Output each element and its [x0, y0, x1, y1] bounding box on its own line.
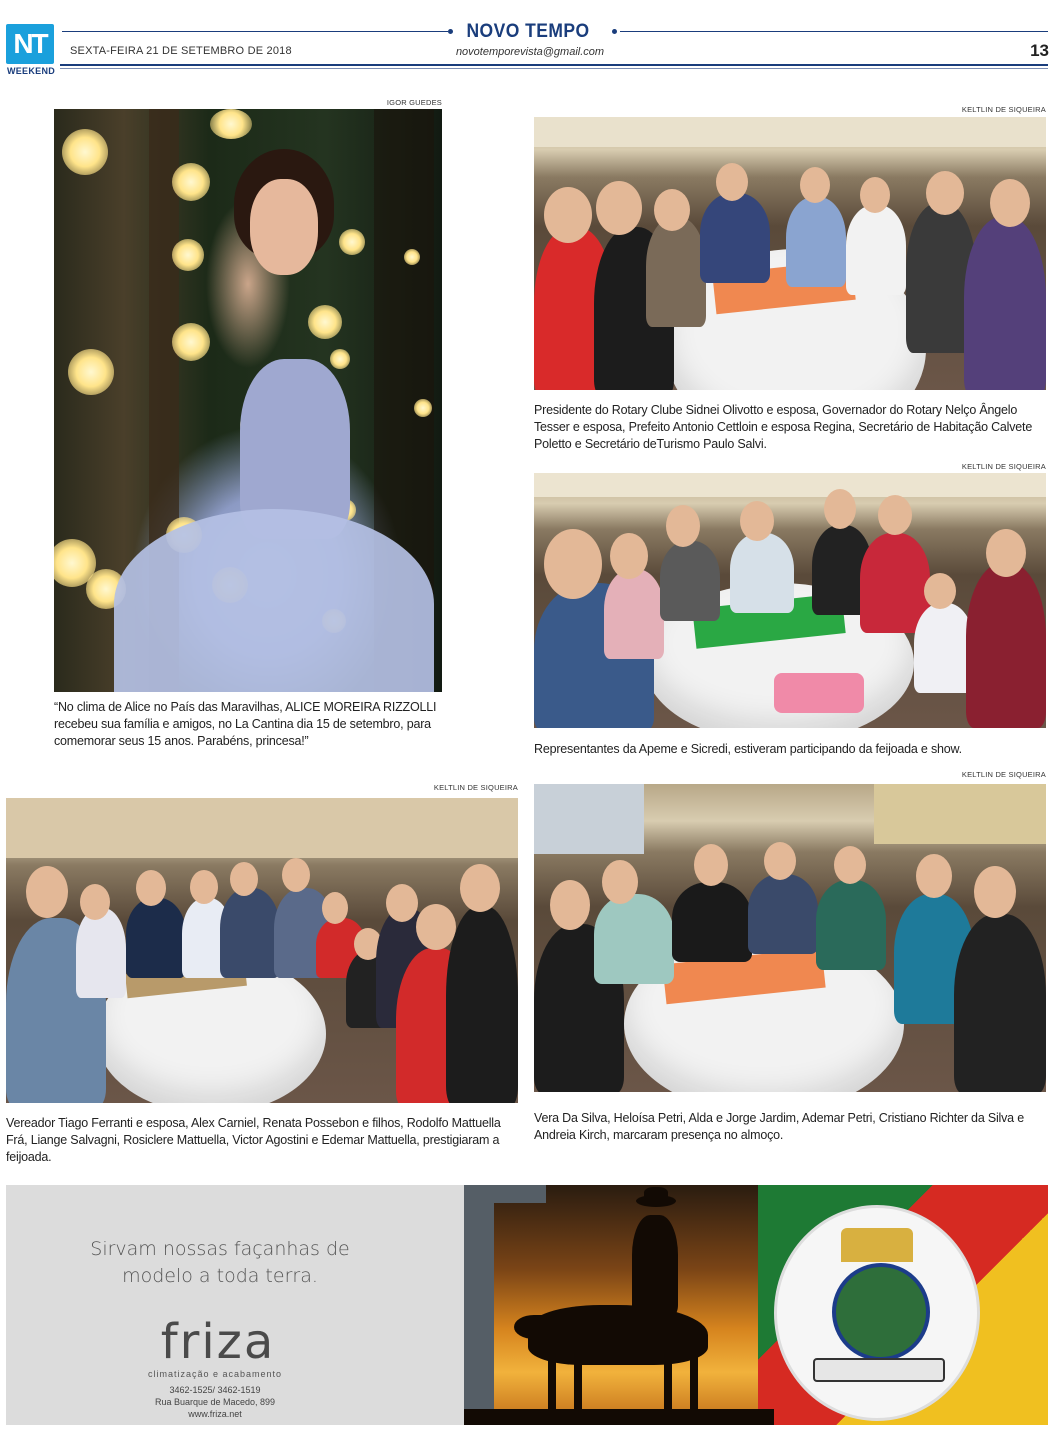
vera-photo [534, 784, 1046, 1092]
apeme-photo [534, 473, 1046, 728]
header-dot-left [448, 29, 453, 34]
header-line-right [620, 31, 1048, 32]
caption-vera: Vera Da Silva, Heloísa Petri, Alda e Jorge Jardim, Ademar Petri, Cristiano Richter da Silva e Andreia Kirch, marcaram presença no almoço. [534, 1111, 1024, 1142]
photo-credit-rotary: KELTLIN DE SIQUEIRA [961, 105, 1046, 114]
ad-slogan-line2: modelo a toda terra. [122, 1265, 318, 1287]
friza-f-mark-top [464, 1185, 546, 1203]
header-rule-thin [60, 68, 1048, 69]
rotary-photo [534, 117, 1046, 390]
friza-website[interactable]: www.friza.net [188, 1409, 242, 1419]
friza-logo: friza [160, 1314, 276, 1370]
header-rule [60, 64, 1048, 66]
header-dot-right [612, 29, 617, 34]
page-number: 13 [1030, 41, 1049, 60]
publication-title: NOVO TEMPO [466, 21, 590, 42]
issue-date: SEXTA-FEIRA 21 DE SETEMBRO DE 2018 [70, 45, 292, 57]
friza-address: Rua Buarque de Macedo, 899 [154, 1397, 276, 1407]
photo-credit-vereador: KELTLIN DE SIQUEIRA [433, 783, 518, 792]
vereador-photo [6, 798, 518, 1103]
header-line-left [62, 31, 448, 32]
friza-tagline: climatização e acabamento [147, 1369, 283, 1379]
ad-slogan [60, 1236, 380, 1290]
logo-subtitle: WEEKEND [6, 66, 56, 76]
friza-phone: 3462-1525/ 3462-1519 [169, 1385, 261, 1395]
photo-credit-vera: KELTLIN DE SIQUEIRA [961, 770, 1046, 779]
seal-center [832, 1263, 930, 1361]
ad-slogan-line1: Sirvam nossas façanhas de [90, 1238, 350, 1260]
friza-contact [130, 1384, 300, 1420]
friza-f-mark [464, 1185, 494, 1425]
caption-rotary: Presidente do Rotary Clube Sidnei Olivotto e esposa, Governador do Rotary Nelço Ângelo Tesser e esposa, Prefeito Antonio Cettloin e esposa Regina, Secretário de Habitação Calvete Poletto e Secretário deTurismo Paulo Salvi. [534, 403, 1033, 451]
ad-sunset-image [464, 1185, 1048, 1425]
caption-apeme: Representantes da Apeme e Sicredi, estiveram participando da feijoada e show. [534, 742, 962, 756]
rs-coat-of-arms [774, 1205, 980, 1421]
portrait-photo [54, 109, 442, 692]
photo-credit-apeme: KELTLIN DE SIQUEIRA [961, 462, 1046, 471]
contact-email[interactable]: novotemporevista@gmail.com [455, 46, 605, 58]
photo-credit-portrait: IGOR GUEDES [386, 98, 442, 107]
caption-vereador: Vereador Tiago Ferranti e esposa, Alex Carniel, Renata Possebon e filhos, Rodolfo Mattuella Frá, Liange Salvagni, Rosiclere Mattuella, Victor Agostini e Edemar Mattuella, prestigiaram a feijoada. [6, 1116, 501, 1164]
caption-portrait: “No clima de Alice no País das Maravilhas, ALICE MOREIRA RIZZOLLI recebeu sua família e amigos, no La Cantina dia 15 de setembro, para comemorar seus 15 anos. Parabéns, princesa!” [54, 700, 437, 748]
publication-logo: NT [6, 24, 54, 64]
